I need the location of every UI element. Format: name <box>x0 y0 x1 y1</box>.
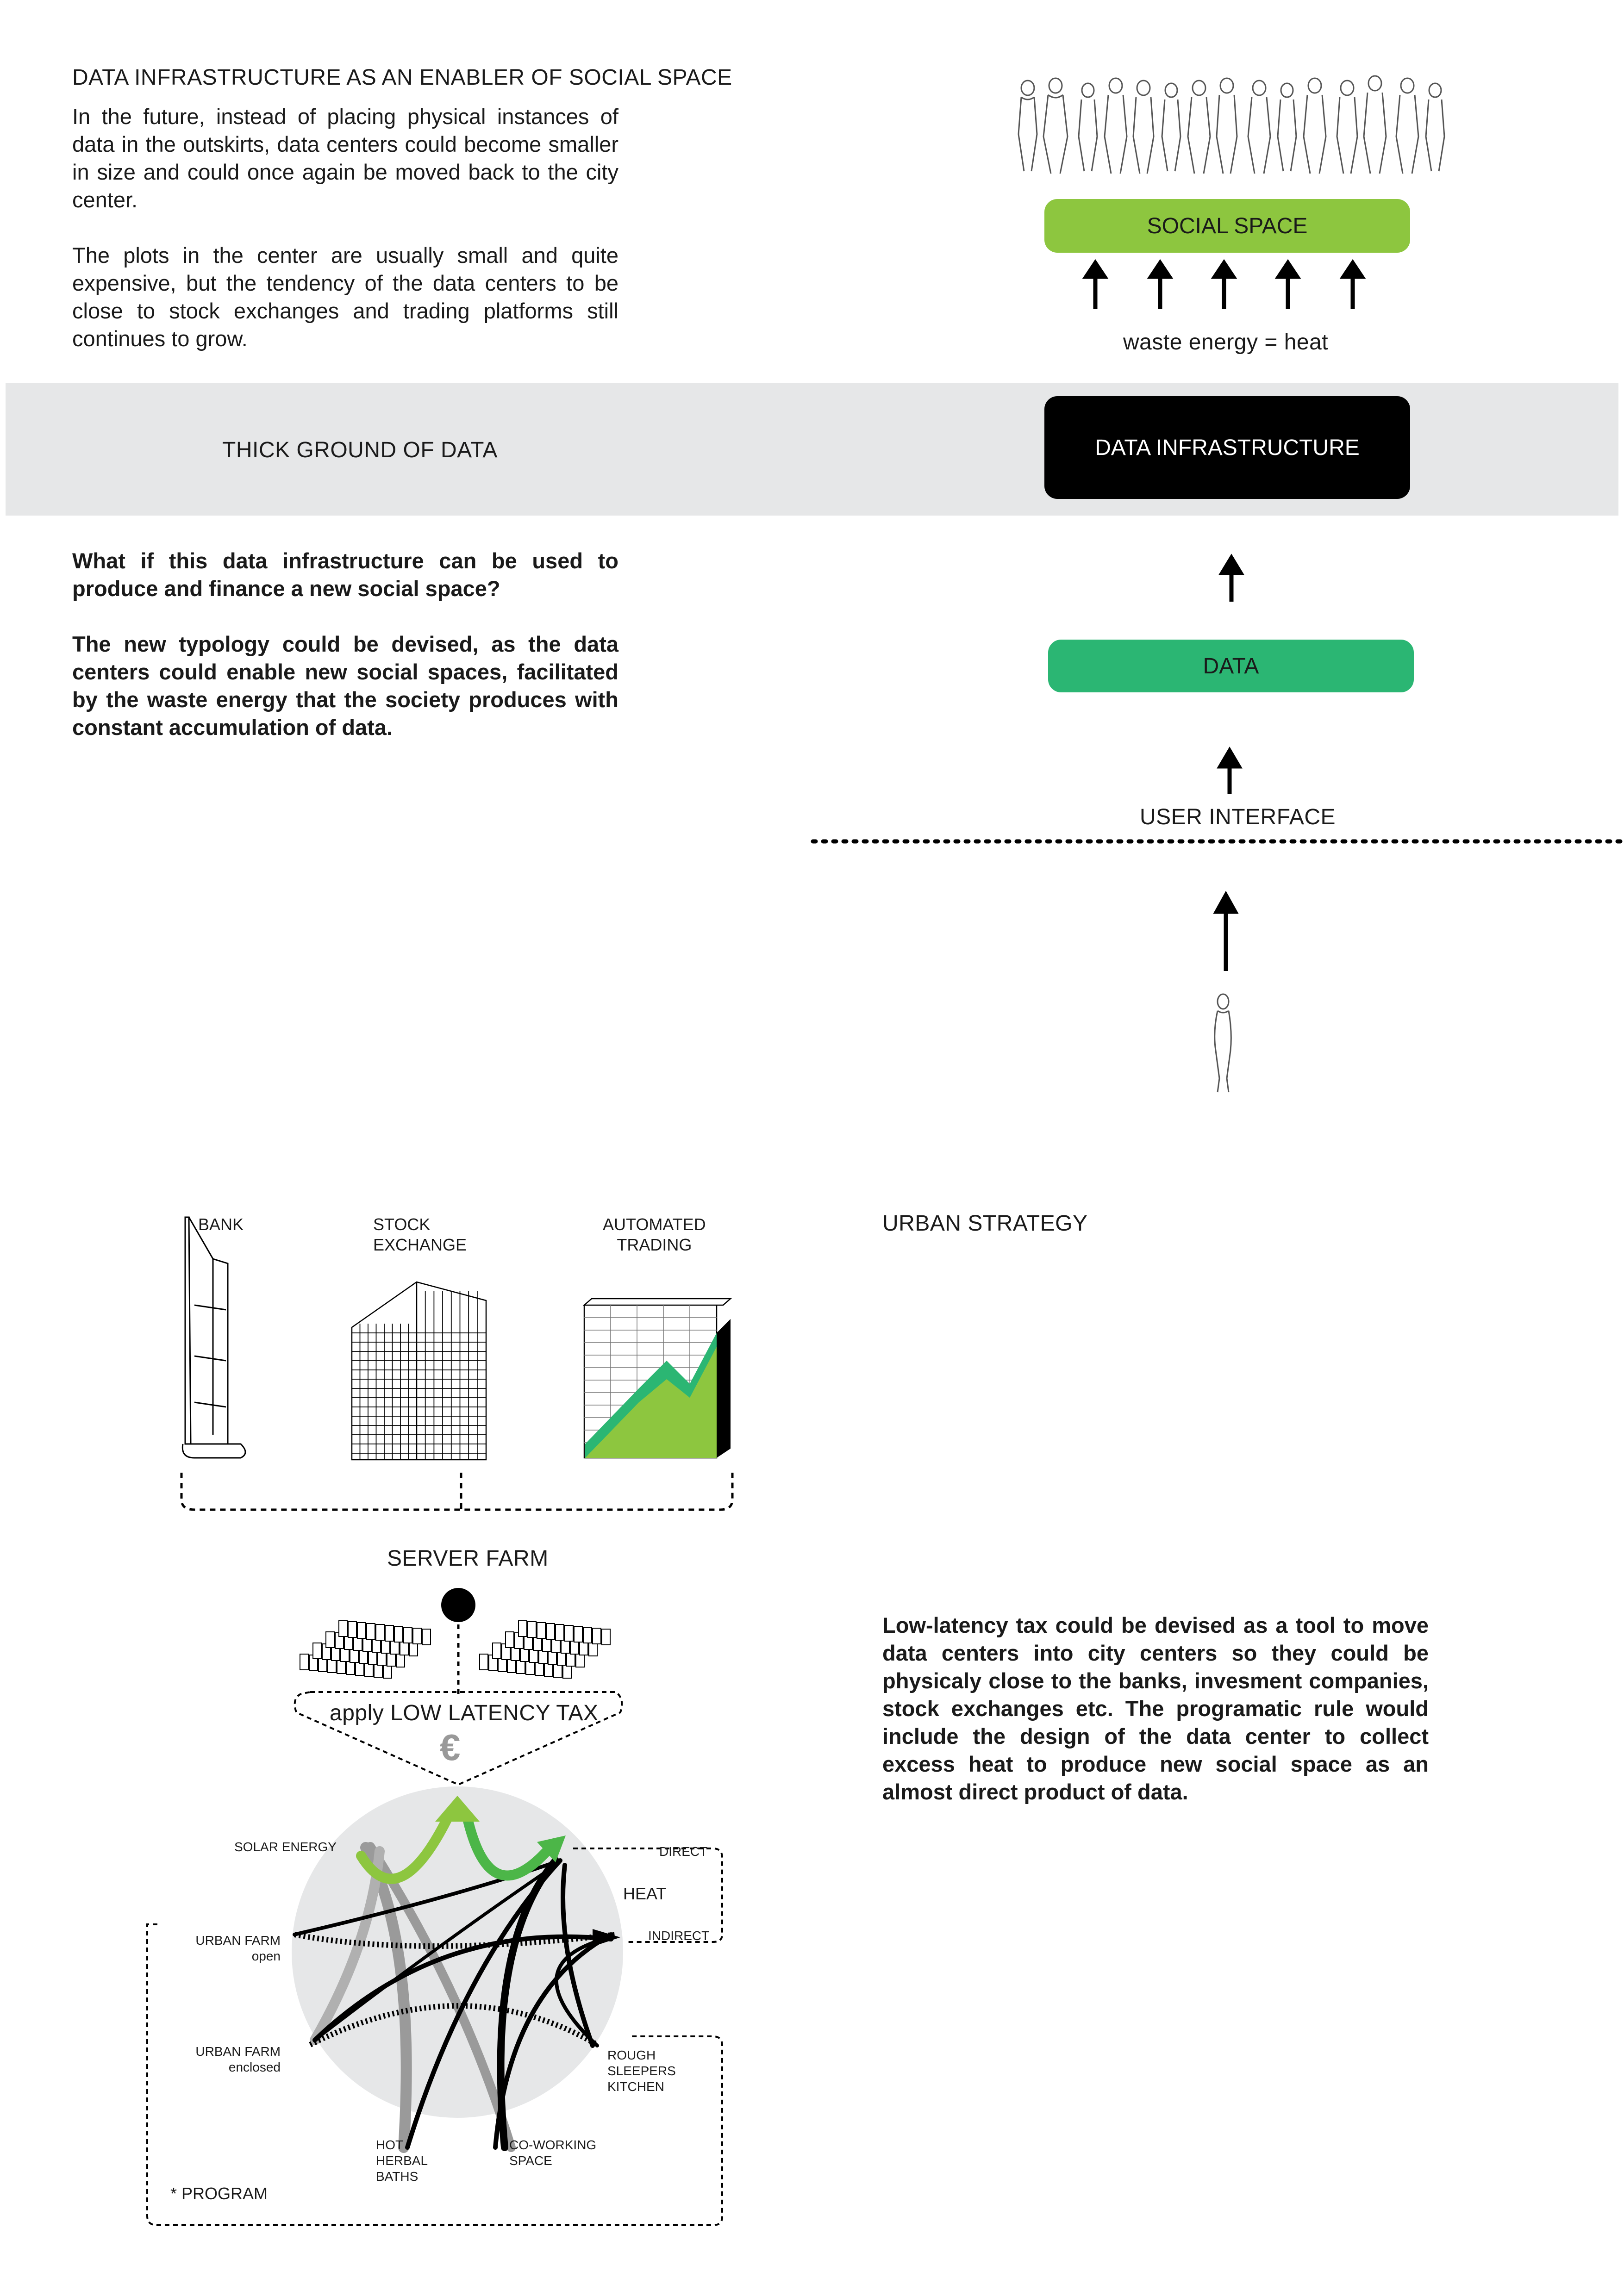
stock-exchange-grid <box>352 1291 486 1460</box>
typology-paragraph: The new typology could be devised, as the data centers could enable new social spaces, facilitated by the waste energy that the society produces with constant accumulation of data. <box>72 632 618 740</box>
server-racks-right <box>480 1621 610 1678</box>
euro-icon: € <box>440 1727 461 1768</box>
urban-strategy-text: Low-latency tax could be devised as a tool to move data centers into city centers so they could be physicaly close to the banks, invesment companies, stock exchanges etc. The programatic rule would include the design of the data center to collect excess heat to produce new social space as an almost direct product of data. <box>882 1613 1429 1804</box>
waste-energy-label: waste energy = heat <box>1123 330 1329 355</box>
co-working-label: CO-WORKING SPACE <box>509 2138 597 2168</box>
indirect-label: INDIRECT <box>648 1929 710 1943</box>
data-infrastructure-pill: DATA INFRASTRUCTURE <box>1044 396 1410 499</box>
user-figure <box>1215 994 1231 1092</box>
server-racks-left <box>300 1621 431 1678</box>
server-farm-node <box>441 1588 475 1622</box>
social-space-pill: SOCIAL SPACE <box>1044 199 1410 253</box>
urban-farm-enclosed-label: URBAN FARM enclosed <box>195 2044 281 2074</box>
heat-label: HEAT <box>623 1884 667 1903</box>
low-latency-tax-label: apply LOW LATENCY TAX <box>330 1701 599 1725</box>
urban-farm-open-label: URBAN FARM open <box>195 1933 281 1963</box>
user-interface-label: USER INTERFACE <box>1140 805 1336 829</box>
bank-building-drawing <box>182 1217 245 1458</box>
solar-energy-label: SOLAR ENERGY <box>234 1840 337 1854</box>
trading-area-green <box>585 1347 717 1458</box>
data-arrows <box>1217 558 1241 971</box>
automated-trading-label: AUTOMATED TRADING <box>603 1215 706 1254</box>
direct-label: DIRECT <box>659 1844 708 1859</box>
rough-sleepers-label: ROUGH SLEEPERS KITCHEN <box>607 2048 676 2094</box>
band-label: THICK GROUND OF DATA <box>222 438 498 462</box>
program-label: * PROGRAM <box>170 2184 268 2203</box>
intro-paragraph-2: The plots in the center are usually small and quite expensive, but the tendency of the data centers to be close to stock exchanges and trading platforms still continues to grow. <box>72 243 618 351</box>
data-pill: DATA <box>1048 640 1414 692</box>
question-paragraph: What if this data infrastructure can be used to produce and finance a new social space? <box>72 548 618 601</box>
section-title: DATA INFRASTRUCTURE AS AN ENABLER OF SOCIAL SPACE <box>72 65 732 90</box>
urban-strategy-title: URBAN STRATEGY <box>882 1211 1088 1236</box>
server-farm-label: SERVER FARM <box>387 1546 549 1571</box>
bank-label: BANK <box>198 1215 244 1234</box>
stock-exchange-drawing <box>352 1282 486 1460</box>
hot-herbal-baths-label: HOT HERBAL BATHS <box>376 2138 428 2184</box>
trading-side-black <box>717 1319 731 1458</box>
heat-arrows <box>1086 263 1362 309</box>
crowd-illustration <box>1018 76 1444 174</box>
intro-paragraph-1: In the future, instead of placing physical instances of data in the outskirts, data centers could become smaller in size and could once again be moved back to the city center. <box>72 104 618 212</box>
buildings-bracket <box>181 1473 732 1510</box>
stock-exchange-label: STOCK EXCHANGE <box>373 1215 467 1254</box>
